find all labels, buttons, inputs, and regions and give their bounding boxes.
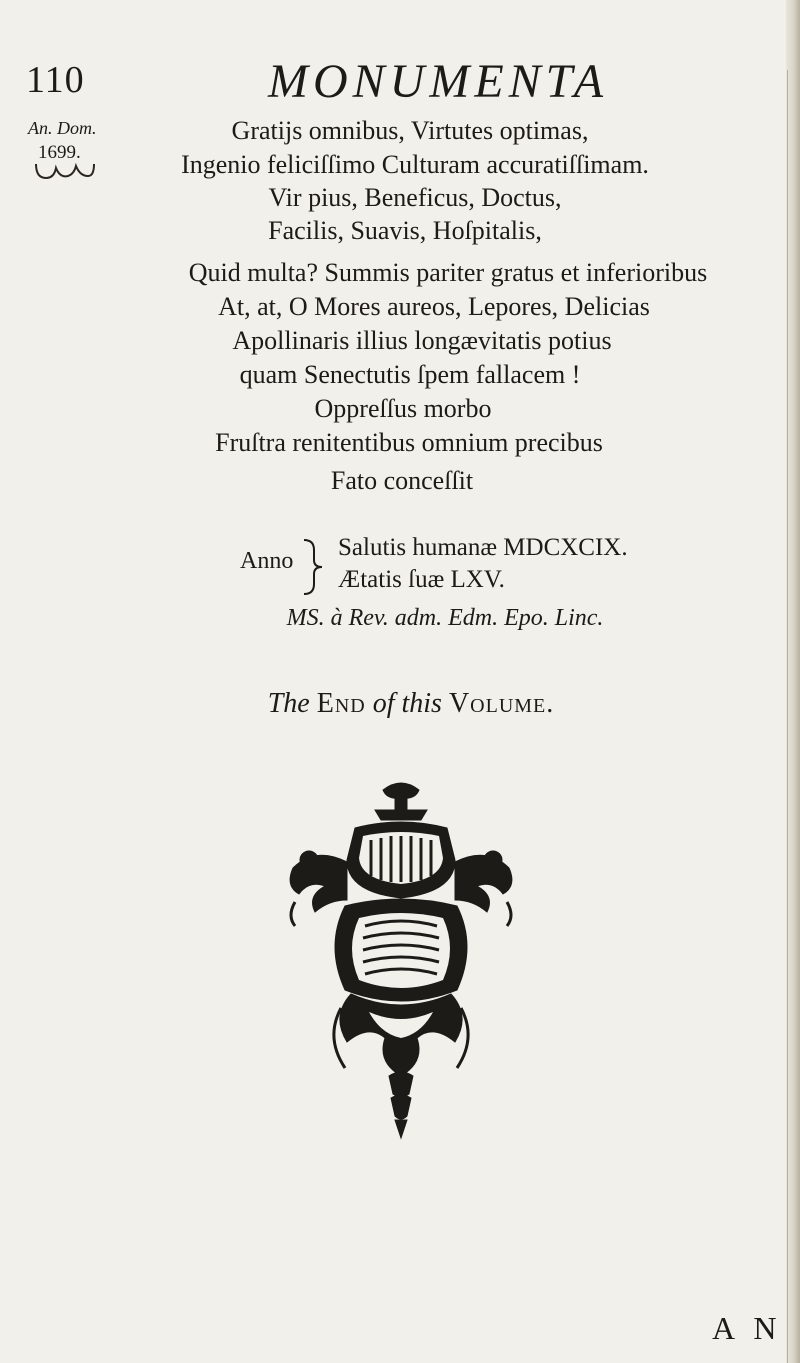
margin-note-year: 1699. (38, 142, 81, 163)
brace-icon (300, 536, 326, 598)
inscription-line-3: Vir pius, Beneficus, Doctus, (268, 183, 562, 212)
inscription-line-10: Fruſtra renitentibus omnium precibus (215, 428, 603, 457)
margin-note-an-dom: An. Dom. (28, 118, 97, 138)
end-of-volume-note (0, 688, 800, 720)
inscription-line-1: Gratijs omnibus, Virtutes optimas, (231, 116, 589, 145)
manuscript-source: MS. à Rev. adm. Edm. Epo. Linc. (286, 605, 604, 631)
inscription-line-11: Fato conceſſit (330, 466, 474, 495)
anno-salutis: Salutis humanæ MDCXCIX. (338, 534, 628, 561)
tailpiece-ornament-icon (285, 776, 517, 1146)
catchword: A N (712, 1310, 783, 1346)
inscription-line-6: At, at, O Mores aureos, Lepores, Delicias (218, 292, 650, 321)
running-head: MONUMENTA (268, 55, 609, 108)
anno-aetatis: Ætatis ſuæ LXV. (338, 566, 505, 593)
end-note-the: The (267, 688, 310, 719)
end-note-volume: Volume. (448, 688, 555, 719)
end-note-end: End (316, 688, 366, 719)
anno-label: Anno (240, 548, 294, 574)
inscription-line-5: Quid multa? Summis pariter gratus et inferioribus (188, 258, 708, 287)
page-number: 110 (26, 59, 85, 101)
inscription-line-9: Oppreſſus morbo (314, 394, 492, 423)
anno-block (240, 534, 720, 604)
inscription-line-4: Facilis, Suavis, Hoſpitalis, (268, 216, 542, 245)
inscription-line-7: Apollinaris illius longævitatis potius (232, 326, 612, 355)
end-note-of-this: of this (372, 688, 442, 719)
inscription-line-8: quam Senectutis ſpem fallacem ! (239, 360, 581, 389)
inscription-line-2: Ingenio feliciſſimo Culturam accuratiſſimam. (181, 150, 649, 179)
